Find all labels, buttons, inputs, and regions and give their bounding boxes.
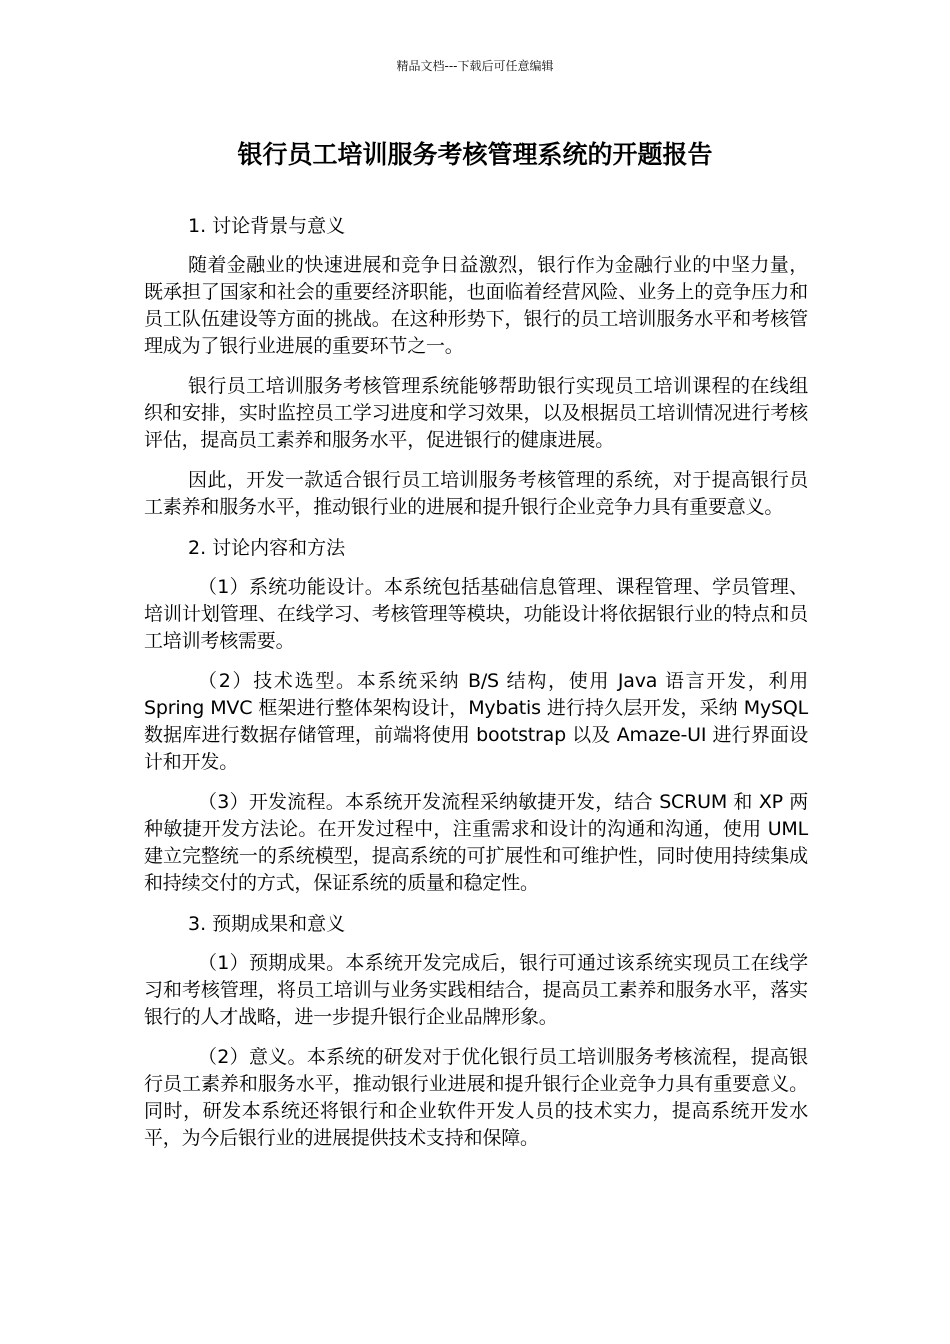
body-paragraph: （2）意义。本系统的研发对于优化银行员工培训服务考核流程，提高银行员工素养和服务水平，推动银行业进展和提升银行企业竞争力具有重要意义。同时，研发本系统还将银行和企业软件开发人员的技术实力，提高系统开发水平，为今后银行业的进展提供技术支持和保障。 [144, 1046, 808, 1149]
body-paragraph: 银行员工培训服务考核管理系统能够帮助银行实现员工培训课程的在线组织和安排，实时监控员工学习进度和学习效果，以及根据员工培训情况进行考核评估，提高员工素养和服务水平，促进银行的健康进展。 [144, 375, 808, 451]
section-background [144, 212, 808, 521]
body-paragraph: 随着金融业的快速进展和竞争日益激烈，银行作为金融行业的中坚力量，既承担了国家和社会的重要经济职能，也面临着经营风险、业务上的竞争压力和员工队伍建设等方面的挑战。在这种形势下，银行的员工培训服务水平和考核管理成为了银行业进展的重要环节之一。 [144, 254, 808, 357]
document-body [144, 212, 808, 1165]
body-paragraph: （1）预期成果。本系统开发完成后，银行可通过该系统实现员工在线学习和考核管理，将员工培训与业务实践相结合，提高员工素养和服务水平，落实银行的人才战略，进一步提升银行企业品牌形象。 [144, 952, 808, 1028]
section-heading: 1. 讨论背景与意义 [188, 215, 346, 237]
header-note: 精品文档---下载后可任意编辑 [396, 59, 554, 73]
section-expected-results [144, 910, 808, 1152]
section-heading: 3. 预期成果和意义 [188, 913, 346, 935]
body-paragraph: （2）技术选型。本系统采纳 B/S 结构，使用 Java 语言开发，利用 Spring MVC 框架进行整体架构设计，Mybatis 进行持久层开发，采纳 MySQL 数据库进行数据存储管理，前端将使用 bootstrap 以及 Amaze-UI 进行界面设计和开发。 [144, 670, 808, 773]
body-paragraph: 因此，开发一款适合银行员工培训服务考核管理的系统，对于提高银行员工素养和服务水平，推动银行业的进展和提升银行企业竞争力具有重要意义。 [144, 469, 808, 518]
document-title: 银行员工培训服务考核管理系统的开题报告 [237, 140, 713, 169]
section-heading: 2. 讨论内容和方法 [188, 537, 346, 559]
body-paragraph: （1）系统功能设计。本系统包括基础信息管理、课程管理、学员管理、培训计划管理、在线学习、考核管理等模块，功能设计将依据银行业的特点和员工培训考核需要。 [144, 576, 808, 652]
section-content-methods [144, 534, 808, 897]
body-paragraph: （3）开发流程。本系统开发流程采纳敏捷开发，结合 SCRUM 和 XP 两种敏捷开发方法论。在开发过程中，注重需求和设计的沟通和沟通，使用 UML 建立完整统一的系统模型，提高系统的可扩展性和可维护性，同时使用持续集成和持续交付的方式，保证系统的质量和稳定性。 [144, 791, 808, 894]
